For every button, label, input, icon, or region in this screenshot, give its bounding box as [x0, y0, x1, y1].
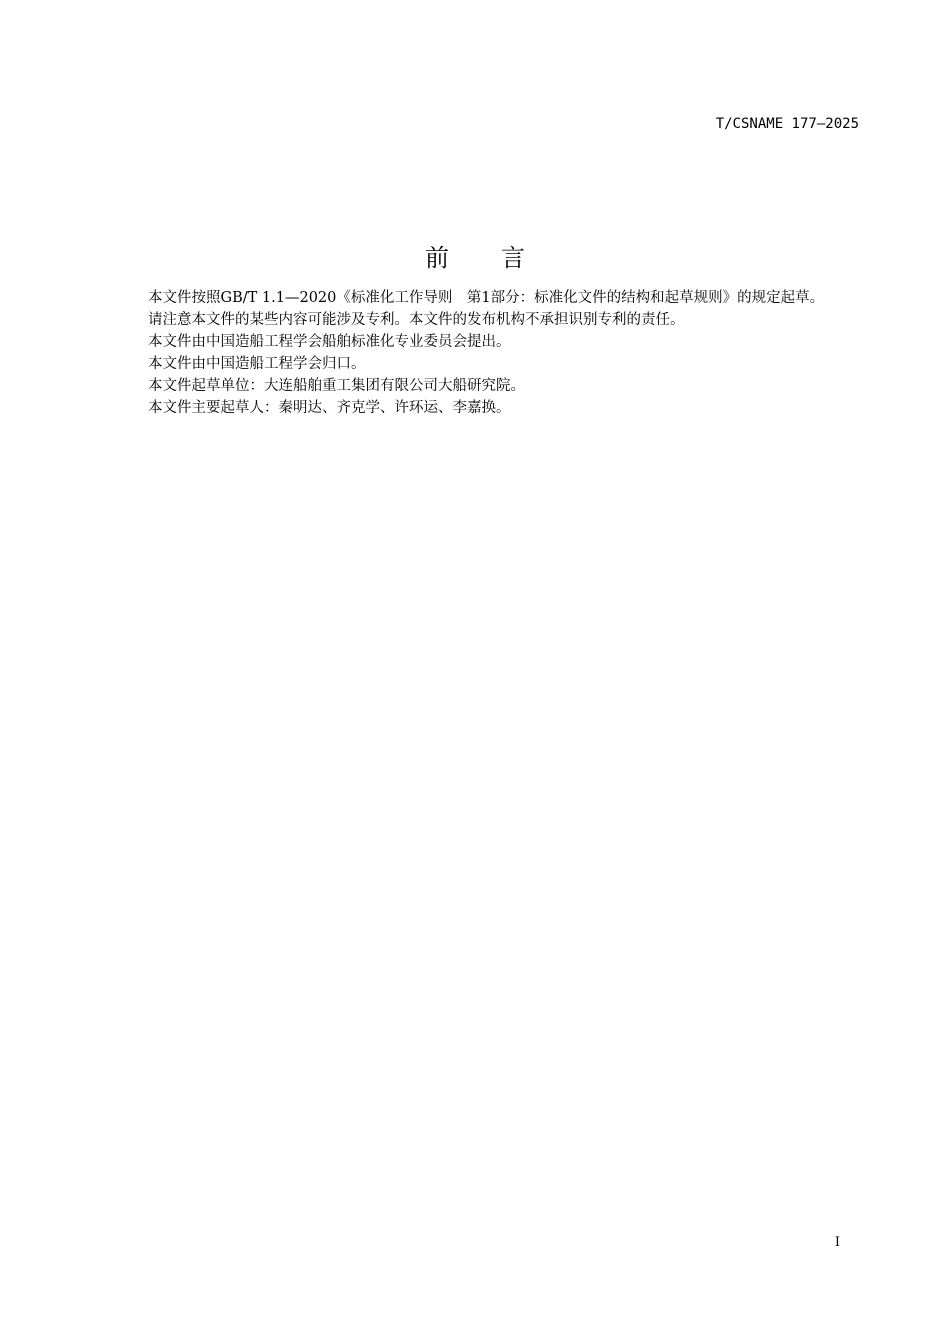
paragraph-proposer: 本文件由中国造船工程学会船舶标准化专业委员会提出。 — [148, 334, 511, 350]
document-code: T/CSNAME 177—2025 — [715, 116, 859, 132]
page-number: I — [834, 1235, 840, 1250]
paragraph-patent-notice: 请注意本文件的某些内容可能涉及专利。本文件的发布机构不承担识别专利的责任。 — [148, 312, 685, 328]
paragraph-centralized-by: 本文件由中国造船工程学会归口。 — [148, 356, 366, 372]
section-title: 前言 — [425, 244, 577, 273]
paragraph-drafting-rules: 本文件按照GB/T 1.1—2020《标准化工作导则 第1部分：标准化文件的结构和起草规则》的规定起草。 — [148, 290, 825, 306]
paragraph-drafting-unit: 本文件起草单位：大连船舶重工集团有限公司大船研究院。 — [148, 378, 525, 394]
preface-body — [114, 287, 860, 419]
paragraph-drafters: 本文件主要起草人：秦明达、齐克学、许环运、李嘉换。 — [148, 400, 511, 416]
